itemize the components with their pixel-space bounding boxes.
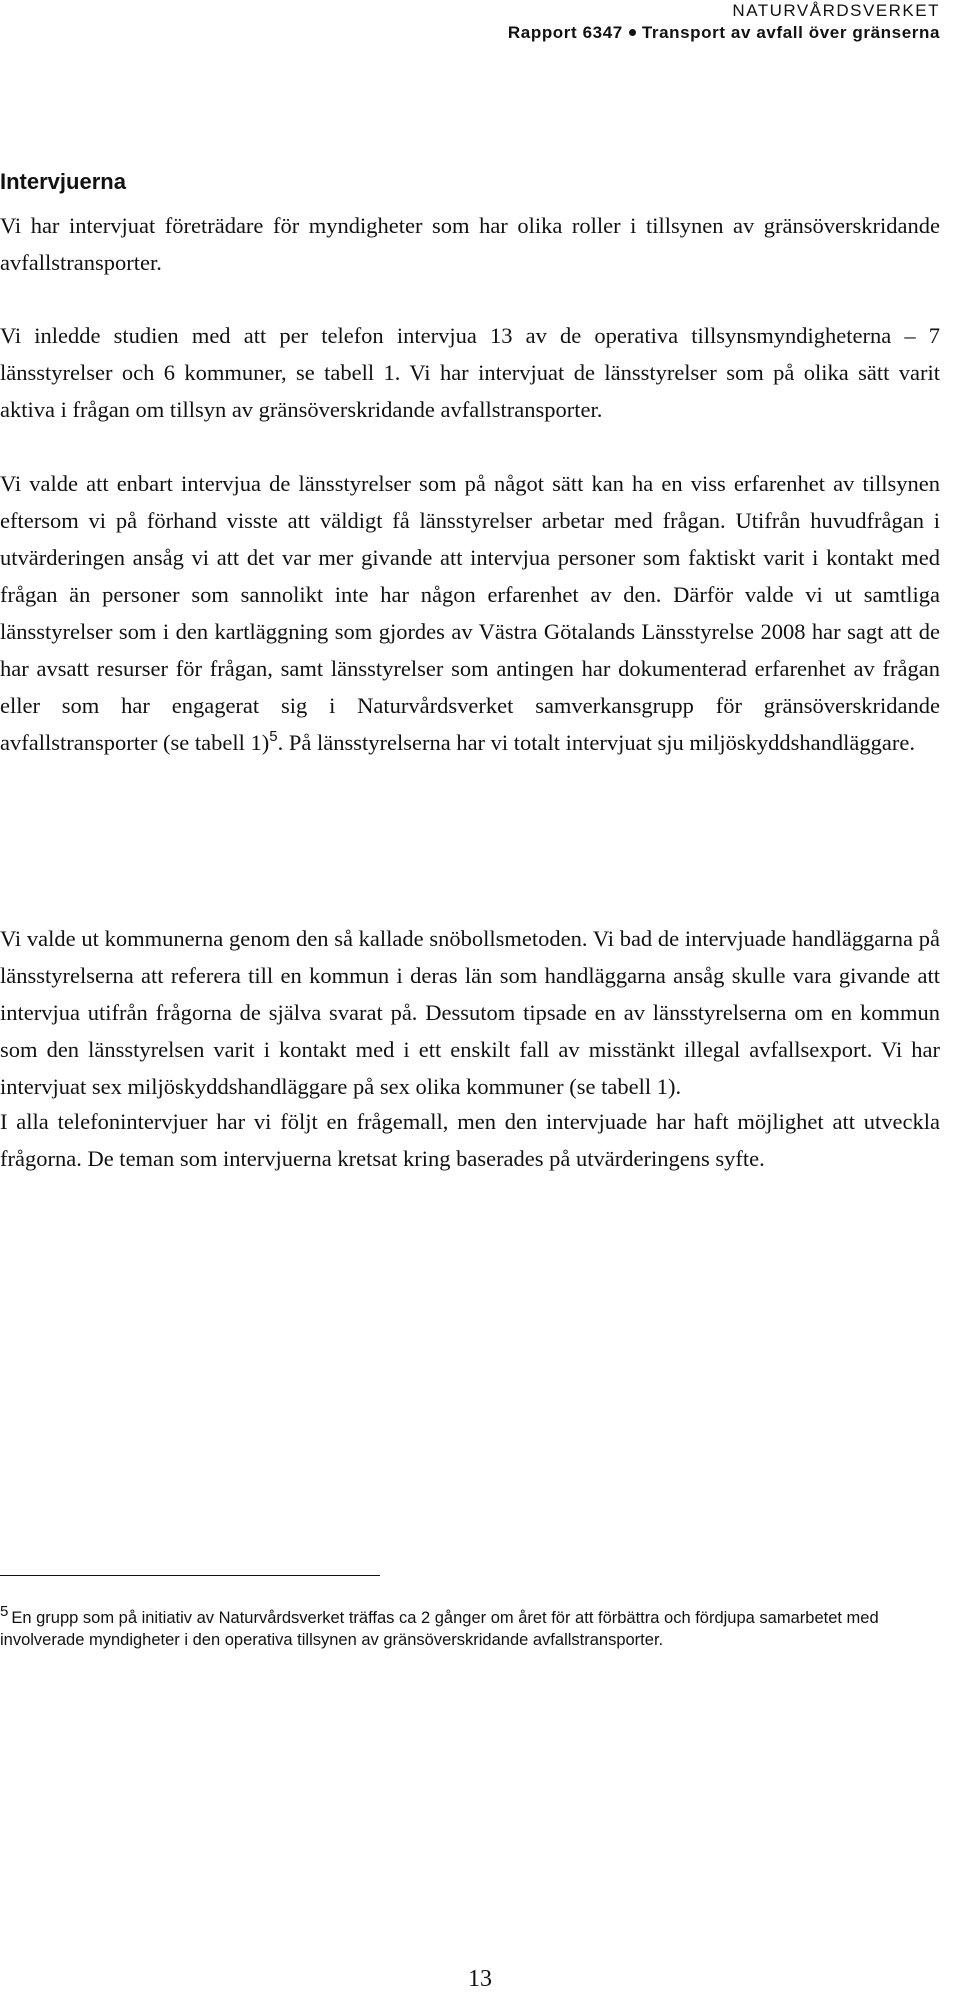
report-id: Rapport 6347 <box>507 23 623 42</box>
section-heading: Intervjuerna <box>0 169 126 194</box>
paragraph-county-selection-text: Vi valde att enbart intervjua de länsstyrelser som på något sätt kan ha en viss erfarenhet av tillsynen eftersom vi på förhand visste att väldigt få länsstyrelser arbetar med frågan. Utifrån huvudfrågan i utvärderingen ansåg vi att det var mer givande att intervjua personer som faktiskt varit i kontakt med frågan än personer som sannolikt inte har någon erfarenhet av den. Därför valde vi ut samtliga länsstyrelser som i den kartläggning som gjordes av Västra Götalands Länsstyrelse 2008 har sagt att de har avsatt resurser för frågan, samt länsstyrelser som antingen har dokumenterad erfarenhet av frågan eller som har engagerat sig i Naturvårdsverket samverkansgrupp för gränsöverskridande avfallstransporter (se tabell 1) <box>0 471 940 755</box>
agency-name: NATURVÅRDSVERKET <box>732 1 940 20</box>
footnote-divider <box>0 1575 380 1576</box>
bullet-icon <box>629 29 636 36</box>
paragraph-intro: Vi har intervjuat företrädare för myndigheter som har olika roller i tillsynen av gränsöverskridande avfallstransporter. <box>0 213 940 275</box>
page-number: 13 <box>468 1966 492 1992</box>
paragraph-method: Vi inledde studien med att per telefon intervjua 13 av de operativa tillsynsmyndigheterna – 7 länsstyrelser och 6 kommuner, se tabell 1. Vi har intervjuat de länsstyrelser som på olika sätt varit aktiva i frågan om tillsyn av gränsöverskridande avfallstransporter. <box>0 323 940 422</box>
paragraph-county-selection <box>0 465 940 761</box>
paragraph-interview-template: I alla telefonintervjuer har vi följt en frågemall, men den intervjuade har haft möjlighet att utveckla frågorna. De teman som intervjuerna kretsat kring baserades på utvärderingens syfte. <box>0 1109 940 1171</box>
paragraph-municipality-selection: Vi valde ut kommunerna genom den så kallade snöbollsmetoden. Vi bad de intervjuade handläggarna på länsstyrelserna att referera till en kommun i deras län som handläggarna ansåg skulle vara givande att intervjua utifrån frågorna de själva svarat på. Dessutom tipsade en av länsstyrelserna om en kommun som den länsstyrelsen varit i kontakt med i ett enskilt fall av misstänkt illegal avfallsexport. Vi har intervjuat sex miljöskyddshandläggare på sex olika kommuner (se tabell 1). <box>0 926 940 1099</box>
footnote-text: En grupp som på initiativ av Naturvårdsverket träffas ca 2 gånger om året för att förbättra och fördjupa samarbetet med involverade myndigheter i den operativa tillsynen av gränsöverskridande avfallstransporter. <box>0 1609 879 1649</box>
report-line <box>508 22 940 44</box>
paragraph-county-selection-tail: . På länsstyrelserna har vi totalt intervjuat sju miljöskyddshandläggare. <box>277 730 915 755</box>
footnote-reference[interactable]: 5 <box>269 728 278 745</box>
running-header <box>508 0 940 44</box>
footnote-number: 5 <box>0 1603 9 1620</box>
report-title: Transport av avfall över gränserna <box>641 23 940 42</box>
footnote <box>0 1601 940 1651</box>
